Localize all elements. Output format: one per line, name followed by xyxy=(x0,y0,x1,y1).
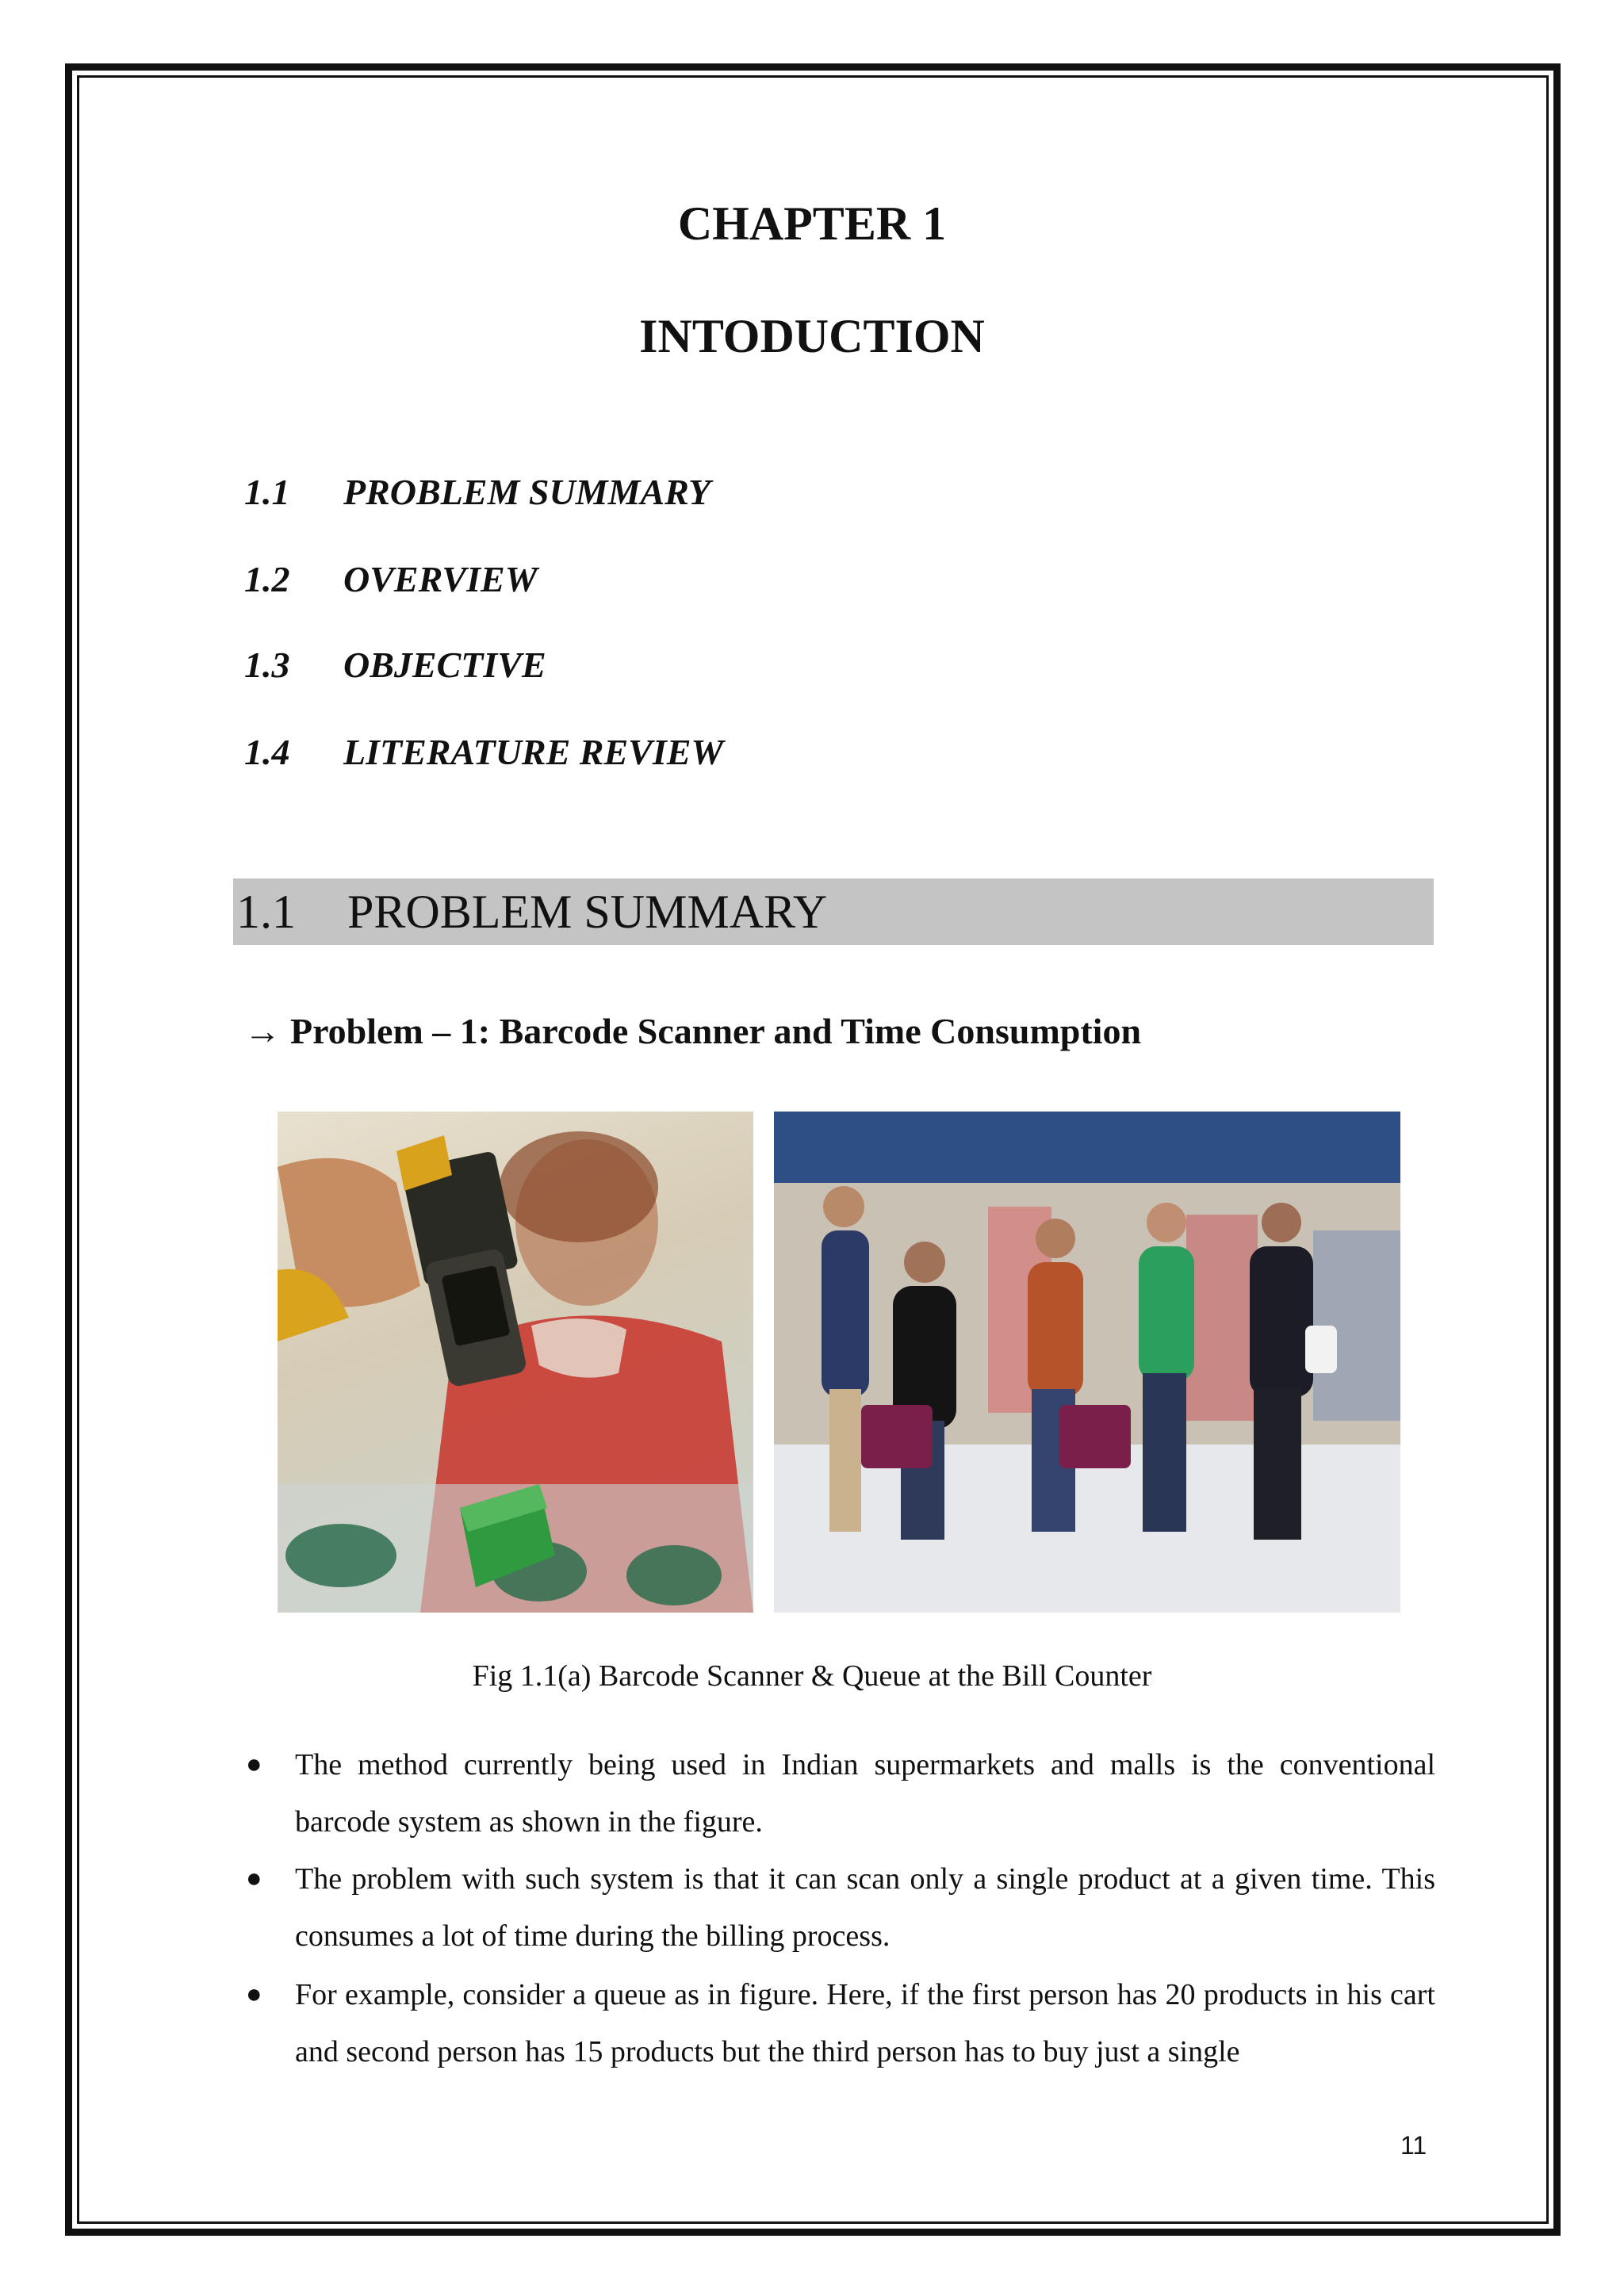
page-number: 11 xyxy=(1400,2131,1427,2160)
bullet-icon: ● xyxy=(246,1864,262,1893)
bullet-icon: ● xyxy=(246,1750,262,1779)
section-number: 1.1 xyxy=(236,885,296,938)
list-item-text: For example, consider a queue as in figure. Here, if the first person has 20 products in his cart and second person has 15 products but the third person has to buy just a single xyxy=(295,1978,1435,2068)
toc-item-number: 1.3 xyxy=(244,645,290,685)
toc-item-label: PROBLEM SUMMARY xyxy=(343,472,711,512)
toc-item xyxy=(244,731,723,773)
toc-item-number: 1.4 xyxy=(244,732,290,772)
problem-heading xyxy=(244,1010,1141,1052)
checkout-queue-illustration xyxy=(774,1112,1400,1613)
figure-caption: Fig 1.1(a) Barcode Scanner & Queue at the Bill Counter xyxy=(472,1659,1152,1693)
list-item xyxy=(246,1736,1435,1850)
toc-item xyxy=(244,471,710,513)
section-heading xyxy=(233,878,1434,945)
toc-item-number: 1.1 xyxy=(244,472,290,512)
barcode-scanner-illustration xyxy=(278,1112,753,1613)
toc-item-label: LITERATURE REVIEW xyxy=(343,732,724,772)
chapter-subtitle: INTODUCTION xyxy=(639,310,985,362)
section-title: PROBLEM SUMMARY xyxy=(347,885,828,938)
bullet-icon: ● xyxy=(246,1980,262,2009)
chapter-title: CHAPTER 1 xyxy=(677,197,947,250)
toc-item-label: OVERVIEW xyxy=(343,559,538,599)
list-item-text: The method currently being used in Indian supermarkets and malls is the conventional barcode system as shown in the figure. xyxy=(295,1748,1435,1839)
list-item xyxy=(246,1966,1435,2080)
toc-item-number: 1.2 xyxy=(244,559,290,599)
toc-item-label: OBJECTIVE xyxy=(343,645,546,685)
right-arrow-icon: → xyxy=(244,1011,281,1051)
checkout-queue-photo xyxy=(774,1112,1400,1613)
list-item xyxy=(246,1850,1435,1965)
toc-item xyxy=(244,644,546,686)
problem-heading-text: Problem – 1: Barcode Scanner and Time Consumption xyxy=(290,1011,1142,1051)
list-item-text: The problem with such system is that it can scan only a single product at a given time. This consumes a lot of time during the billing process. xyxy=(295,1862,1435,1953)
barcode-scanner-photo xyxy=(278,1112,753,1613)
toc-item xyxy=(244,558,538,600)
